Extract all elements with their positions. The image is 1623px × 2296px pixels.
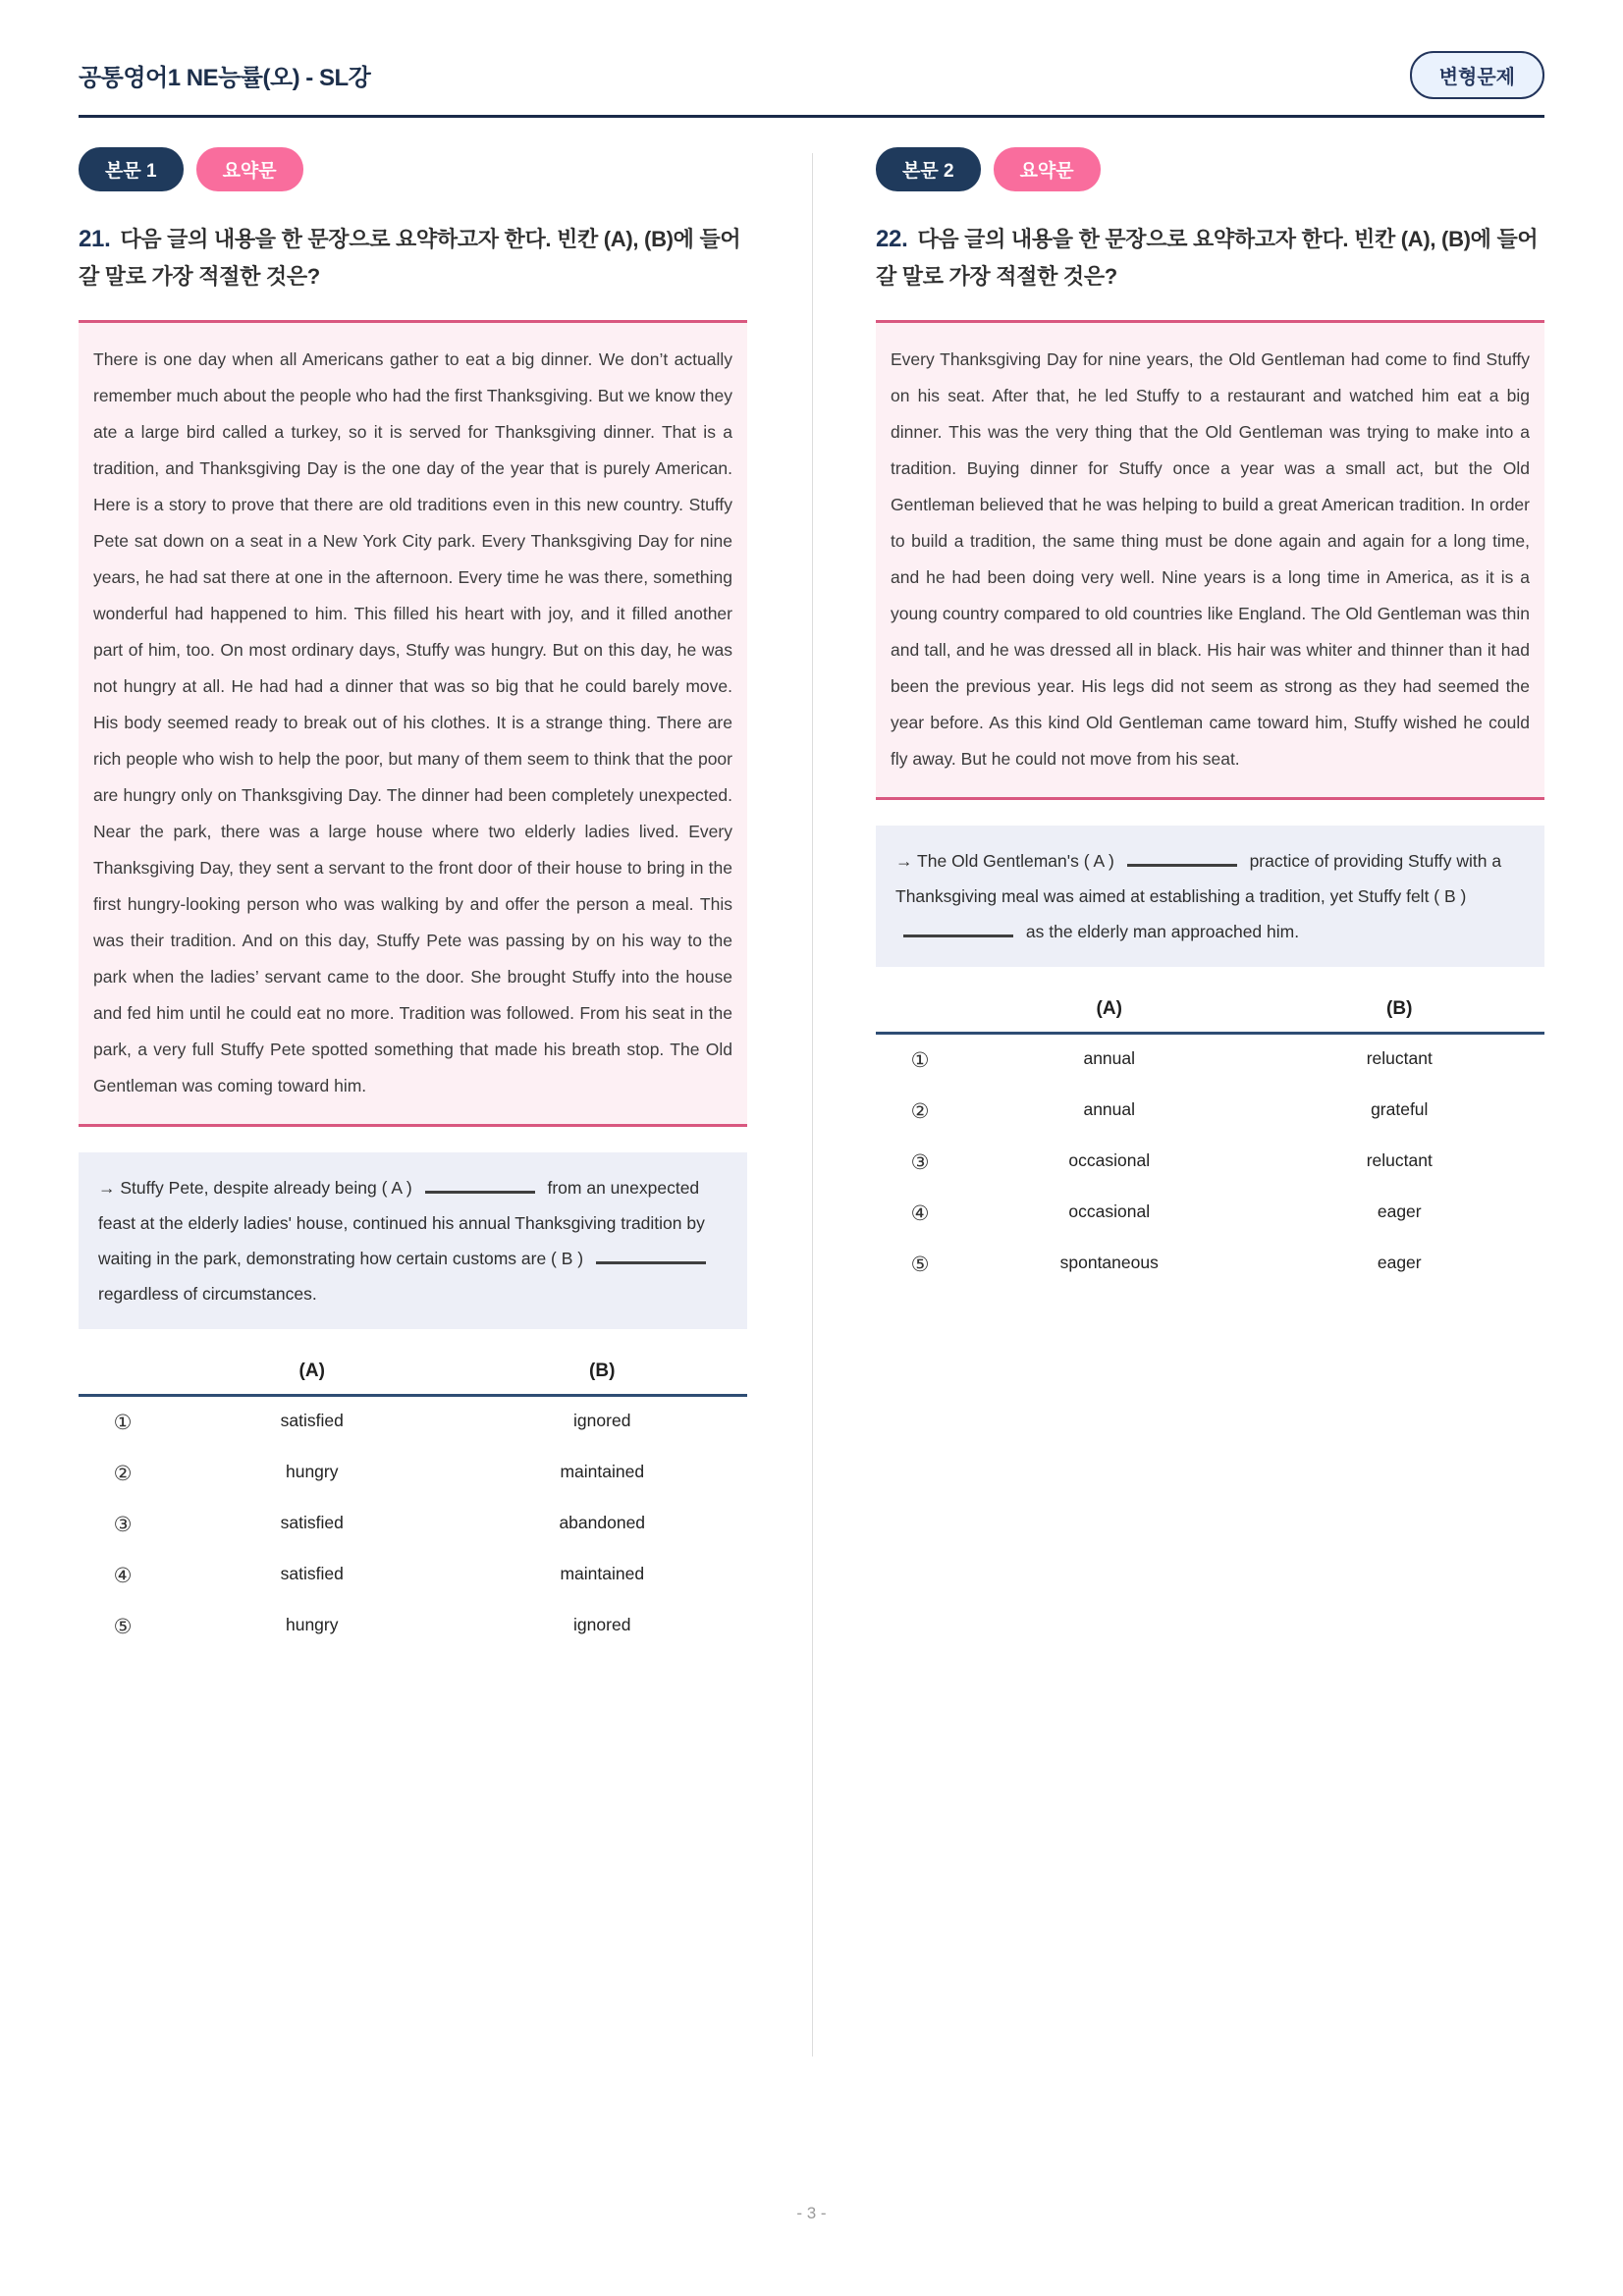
options-table	[79, 1361, 747, 1652]
arrow-icon: →	[98, 1177, 116, 1198]
option-b: reluctant	[1366, 1149, 1433, 1170]
option-col-header-b: (B)	[1386, 997, 1413, 1019]
option-a: occasional	[1068, 1149, 1151, 1170]
summary-sentence	[895, 843, 1525, 949]
option-row	[876, 1086, 1544, 1137]
badge-row	[876, 147, 1544, 191]
question-prompt-text: 다음 글의 내용을 한 문장으로 요약하고자 한다. 빈칸 (A), (B)에 들어갈 말로 가장 적절한 것은?	[79, 227, 741, 289]
option-row	[876, 1035, 1544, 1086]
answer-blank-line	[1127, 853, 1237, 867]
two-column-layout	[79, 147, 1544, 2096]
option-row	[876, 1188, 1544, 1239]
source-badge: 본문 1	[79, 147, 184, 191]
option-a: hungry	[285, 1461, 339, 1481]
question-22-column	[876, 147, 1544, 2096]
options-table	[876, 998, 1544, 1290]
arrow-icon: →	[895, 850, 913, 871]
option-a: hungry	[285, 1614, 339, 1634]
option-a: satisfied	[280, 1512, 344, 1532]
option-b: eager	[1377, 1252, 1422, 1272]
option-a: annual	[1083, 1098, 1136, 1119]
header-divider	[79, 115, 1544, 118]
option-a: occasional	[1068, 1201, 1151, 1221]
page-title: 공통영어1 NE능률(오) - SL강	[79, 65, 371, 91]
option-number: ①	[910, 1048, 930, 1072]
option-a: spontaneous	[1059, 1252, 1159, 1272]
option-a: satisfied	[280, 1410, 344, 1430]
option-a: satisfied	[280, 1563, 344, 1583]
option-row	[79, 1397, 747, 1448]
option-b: ignored	[573, 1410, 631, 1430]
passage-text: Every Thanksgiving Day for nine years, the Old Gentleman had come to find Stuffy on his seat. After that, he led Stuffy to a restaurant and watched him eat a big dinner. This was the very thing that the Old Gentleman was trying to make into a tradition. Buying dinner for Stuffy once a year was a small act, but the Old Gentleman believed that he was helping to build a great American tradition. In order to build a tradition, the same thing must be done again and again for a long time, and he had been doing very well. Nine years is a long time in America, as it is a young country compared to old countries like England. The Old Gentleman was thin and tall, and he was dressed all in black. His hair was whiter and thinner than it had been the previous year. His legs did not seem as strong as they had seemed the year before. As this kind Old Gentleman came toward him, Stuffy wished he could fly away. But he could not move from his seat.	[891, 348, 1530, 769]
type-badge: 요약문	[196, 147, 303, 191]
option-number: ②	[113, 1462, 133, 1485]
type-badge: 요약문	[994, 147, 1101, 191]
summary-segments: Stuffy Pete, despite already being ( A ) from an unexpected feast at the elderly ladies' house, continued his annual Thanksgiving tradition by waiting in the park, demonstrating how certain customs are ( B ) regardless of circumstances.	[98, 1177, 705, 1304]
option-b: reluctant	[1366, 1047, 1433, 1068]
option-number: ⑤	[113, 1615, 133, 1638]
question-21-column	[79, 147, 747, 2096]
page-header	[79, 51, 1544, 99]
summary-sentence	[98, 1170, 728, 1311]
passage-box	[79, 320, 747, 1127]
question-prompt-text: 다음 글의 내용을 한 문장으로 요약하고자 한다. 빈칸 (A), (B)에 들어갈 말로 가장 적절한 것은?	[876, 227, 1539, 289]
option-col-header-a: (A)	[298, 1360, 325, 1381]
option-row	[79, 1448, 747, 1499]
option-row	[79, 1550, 747, 1601]
option-b: grateful	[1371, 1098, 1429, 1119]
option-number: ④	[910, 1201, 930, 1225]
option-row	[79, 1601, 747, 1652]
question-number: 22.	[876, 226, 908, 252]
source-badge: 본문 2	[876, 147, 981, 191]
option-b: abandoned	[559, 1512, 646, 1532]
options-table-header	[79, 1361, 747, 1397]
summary-segments: The Old Gentleman's ( A ) practice of providing Stuffy with a Thanksgiving meal was aimed at establishing a tradition, yet Stuffy felt ( B ) as the elderly man approached him.	[895, 850, 1502, 941]
summary-box	[79, 1152, 747, 1329]
option-b: maintained	[560, 1461, 645, 1481]
answer-blank-line	[425, 1180, 535, 1194]
option-number-col-header	[79, 1361, 167, 1382]
option-number: ③	[910, 1150, 930, 1174]
option-row	[876, 1137, 1544, 1188]
option-row	[876, 1239, 1544, 1290]
option-b: ignored	[573, 1614, 631, 1634]
answer-blank-line	[903, 924, 1013, 937]
summary-box	[876, 826, 1544, 967]
answer-blank-line	[596, 1251, 706, 1264]
option-number: ④	[113, 1564, 133, 1587]
question-prompt	[79, 221, 747, 294]
option-b: eager	[1377, 1201, 1422, 1221]
page-number: - 3 -	[796, 2204, 827, 2222]
option-number: ⑤	[910, 1253, 930, 1276]
option-number-col-header	[876, 998, 964, 1020]
option-col-header-a: (A)	[1096, 997, 1122, 1019]
modified-question-badge: 변형문제	[1410, 51, 1544, 99]
badge-row	[79, 147, 747, 191]
option-b: maintained	[560, 1563, 645, 1583]
option-row	[79, 1499, 747, 1550]
passage-box	[876, 320, 1544, 800]
options-table-header	[876, 998, 1544, 1035]
option-number: ③	[113, 1513, 133, 1536]
option-a: annual	[1083, 1047, 1136, 1068]
question-number: 21.	[79, 226, 111, 252]
option-col-header-b: (B)	[589, 1360, 616, 1381]
passage-text: There is one day when all Americans gather to eat a big dinner. We don’t actually remember much about the people who had the first Thanksgiving. But we know they ate a large bird called a turkey, so it is served for Thanksgiving dinner. That is a tradition, and Thanksgiving Day is the one day of the year that is purely American. Here is a story to prove that there are old traditions even in this new country. Stuffy Pete sat down on a seat in a New York City park. Every Thanksgiving Day for nine years, he had sat there at one in the afternoon. Every time he was there, something wonderful had happened to him. This filled his heart with joy, and it filled another part of him, too. On most ordinary days, Stuffy was hungry. But on this day, he was not hungry at all. He had had a dinner that was so big that he could barely move. His body seemed ready to break out of his clothes. It is a strange thing. There are rich people who wish to help the poor, but many of them seem to think that the poor are hungry only on Thanksgiving Day. The dinner had been completely unexpected. Near the park, there was a large house where two elderly ladies lived. Every Thanksgiving Day, they sent a servant to the front door of their house to bring in the first hungry-looking person who was walking by and offer the person a meal. This was their tradition. And on this day, Stuffy Pete was passing by on his way to the park when the ladies’ servant came to the door. She brought Stuffy into the house and fed him until he could eat no more. Tradition was followed. From his seat in the park, a very full Stuffy Pete spotted something that made his breath stop. The Old Gentleman was coming toward him.	[93, 348, 732, 1095]
question-prompt	[876, 221, 1544, 294]
option-number: ②	[910, 1099, 930, 1123]
option-number: ①	[113, 1411, 133, 1434]
